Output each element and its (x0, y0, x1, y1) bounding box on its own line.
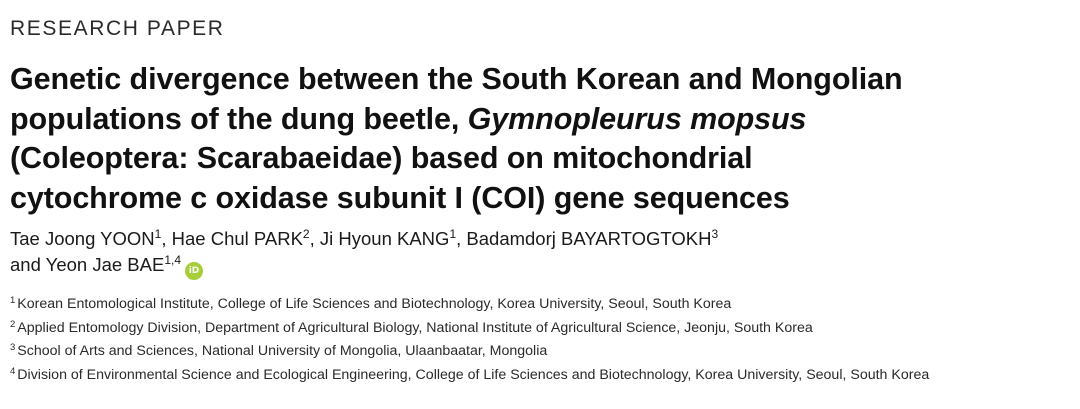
affiliation-number: 4 (10, 365, 16, 377)
affiliation-number: 2 (10, 318, 16, 330)
author-name[interactable]: Tae Joong YOON (10, 228, 155, 249)
author-separator: , (309, 228, 320, 249)
affiliation-item (10, 317, 1070, 341)
author-affil-ref: 3 (711, 227, 719, 241)
author-affil-ref: 2 (302, 227, 310, 241)
affiliation-number: 1 (10, 295, 16, 306)
author-line-1 (10, 226, 1070, 252)
affiliation-item (10, 340, 1070, 364)
affiliation-list (10, 293, 1070, 387)
affiliation-item (10, 293, 1070, 317)
orcid-icon[interactable]: iD (185, 262, 203, 280)
affiliation-text: School of Arts and Sciences, National University of Mongolia, Ulaanbaatar, Mongolia (17, 343, 548, 359)
species-name: Gymnopleurus mopsus (467, 101, 807, 136)
paper-title (10, 60, 1070, 218)
author-affil-ref: 1 (449, 227, 457, 241)
author-affil-ref: 1 (154, 227, 162, 241)
author-separator: , (161, 228, 172, 249)
author-name[interactable]: Ji Hyoun KANG (319, 228, 450, 249)
author-name[interactable]: and Yeon Jae BAE (10, 254, 165, 275)
title-line-4: cytochrome c oxidase subunit I (COI) gene sequences (10, 180, 790, 215)
author-name[interactable]: Hae Chul PARK (171, 228, 303, 249)
author-separator: , (456, 228, 467, 249)
affiliation-item (10, 364, 1070, 388)
author-line-2 (10, 252, 1070, 280)
title-line-1: Genetic divergence between the South Korean and Mongolian (10, 62, 903, 96)
title-line-3: (Coleoptera: Scarabaeidae) based on mitochondrial (10, 141, 753, 175)
author-list (10, 226, 1070, 280)
author-name[interactable]: Badamdorj BAYARTOGTOKH (466, 228, 712, 249)
author-affil-ref: 1,4 (164, 253, 181, 267)
affiliation-text: Korean Entomological Institute, College of Life Sciences and Biotechnology, Korea University, Seoul, South Korea (17, 296, 732, 312)
title-line-2 (10, 100, 1070, 140)
affiliation-text: Division of Environmental Science and Ecological Engineering, College of Life Sciences and Biotechnology, Korea University, Seoul, South Korea (17, 366, 930, 383)
affiliation-text: Applied Entomology Division, Department of Agricultural Biology, National Institute of Agricultural Science, Jeonju, South Korea (17, 319, 813, 336)
article-type-label: RESEARCH PAPER (10, 17, 225, 40)
title-line-2-text: populations of the dung beetle, (10, 101, 468, 136)
affiliation-number: 3 (10, 342, 16, 353)
